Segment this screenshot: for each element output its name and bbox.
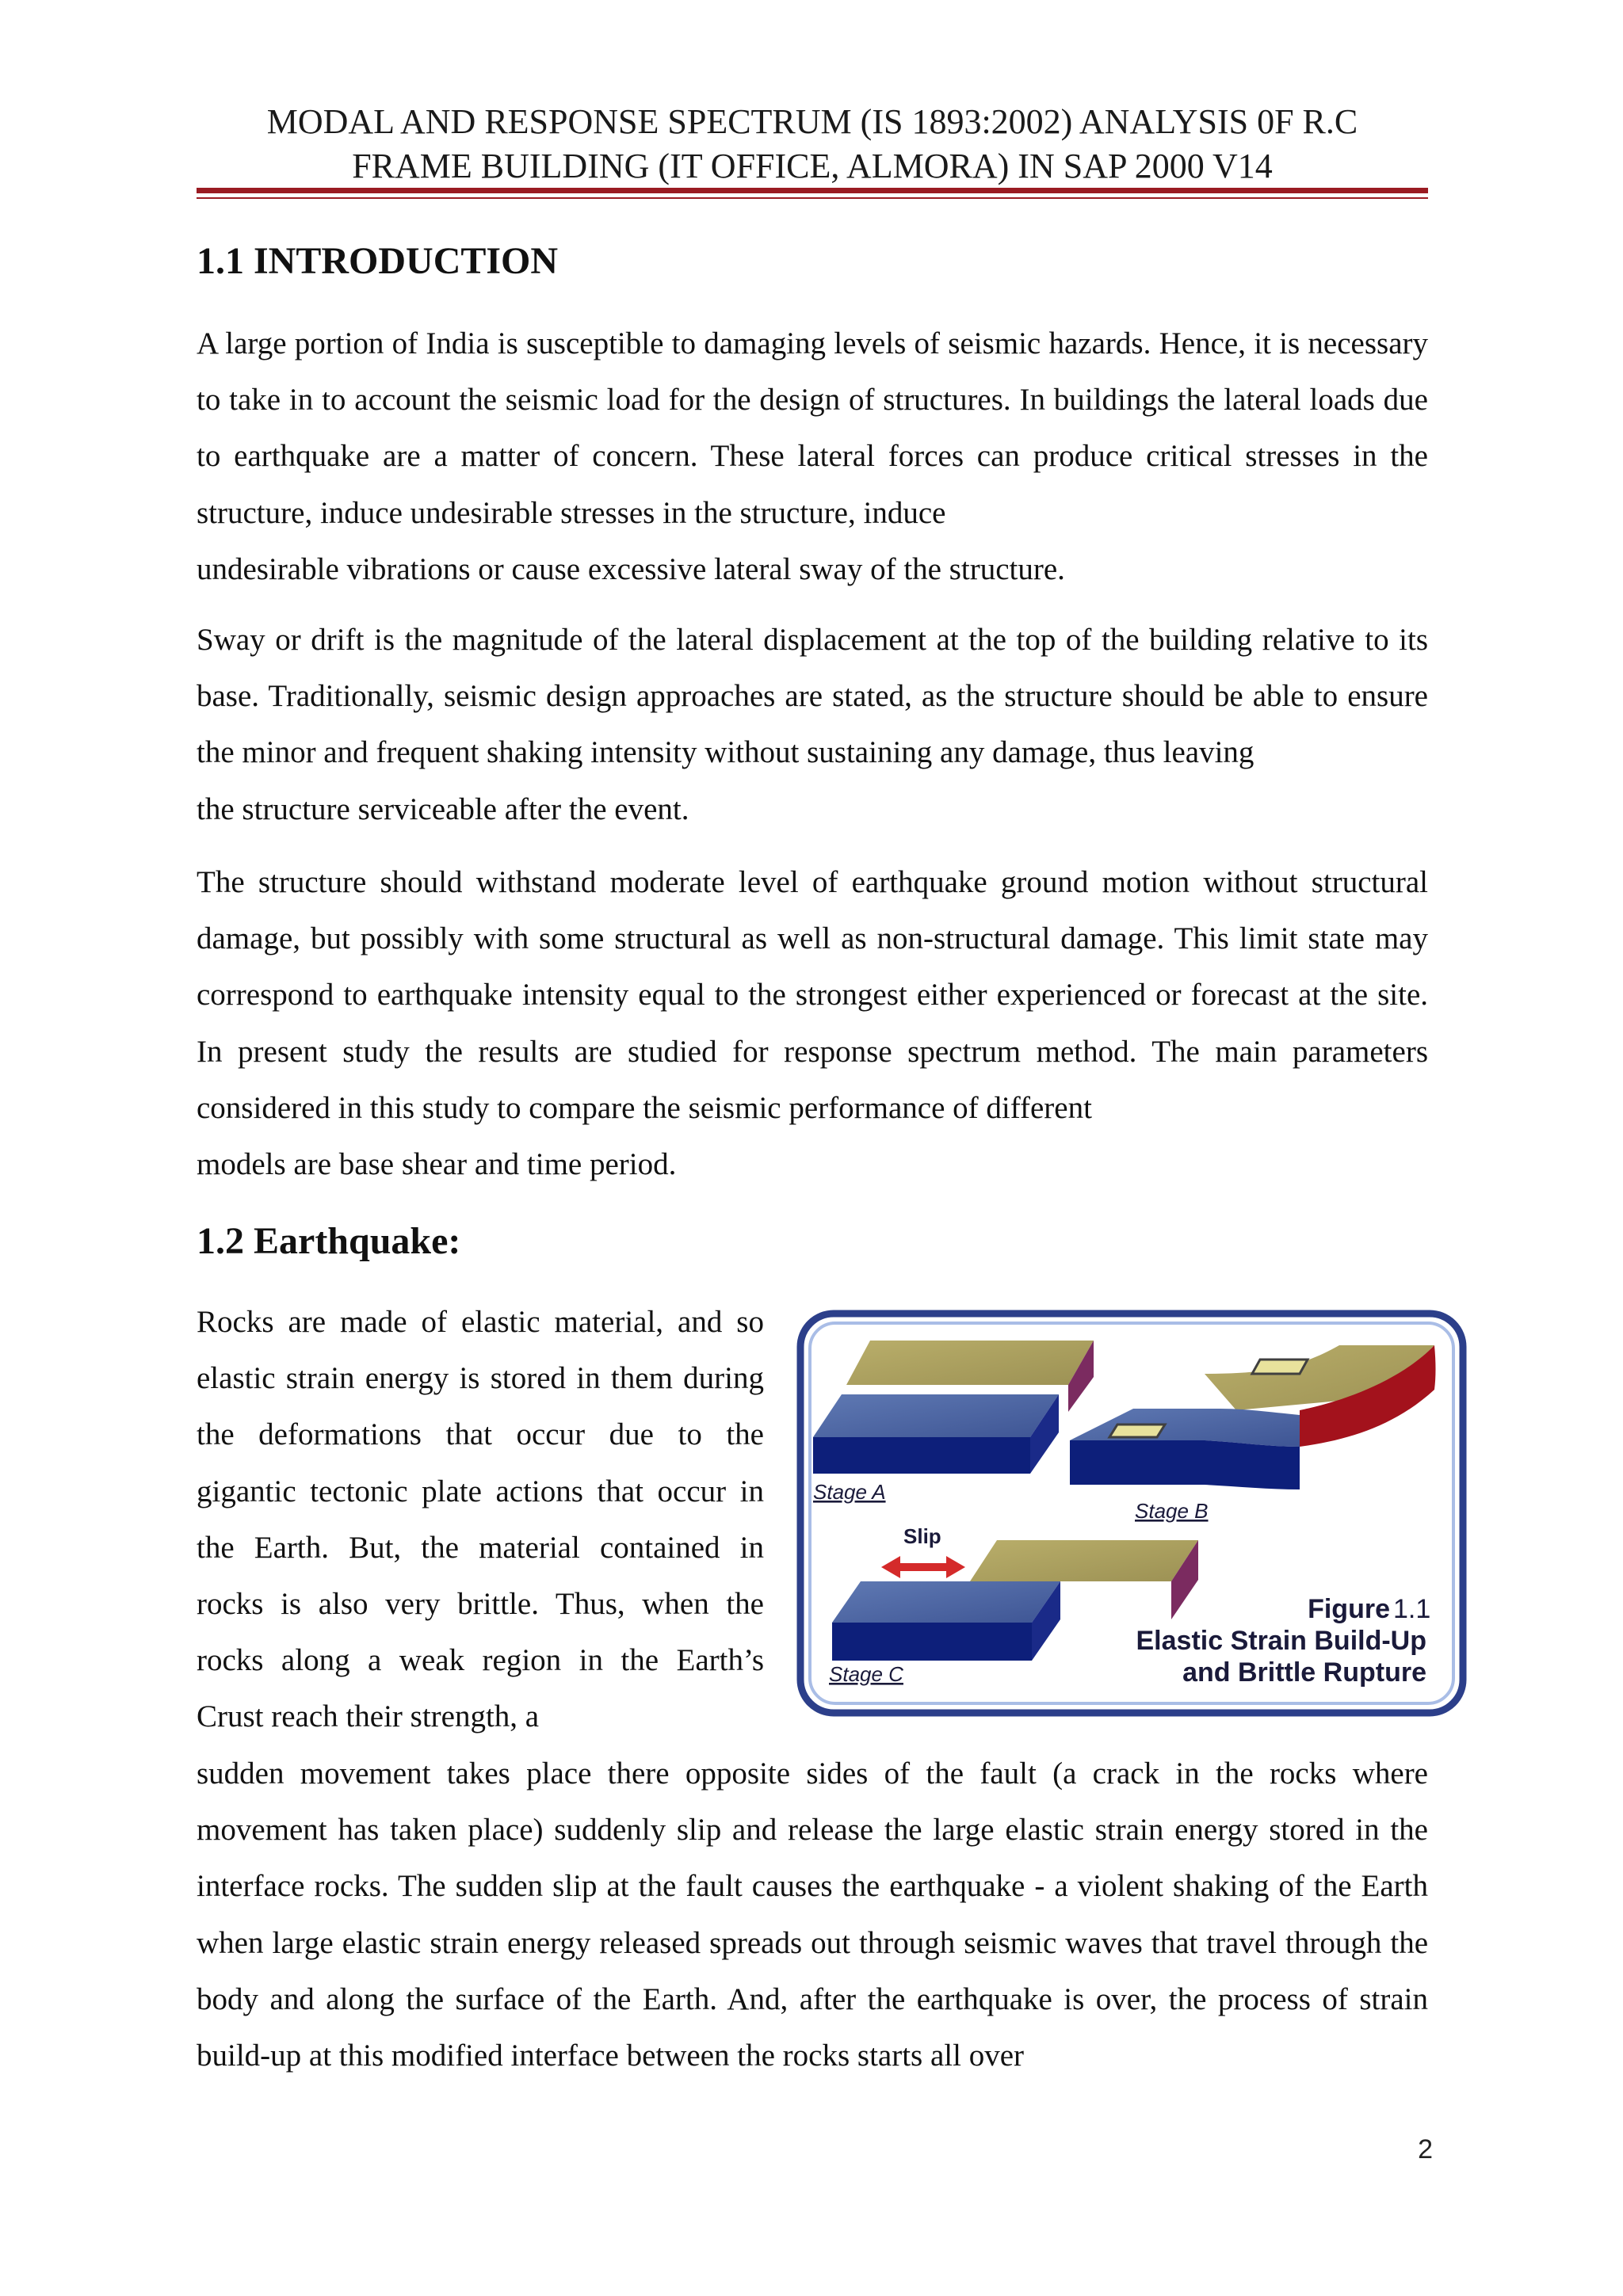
stage-a-front-block-face [813,1437,1030,1474]
section-heading-earthquake: 1.2 Earthquake: [197,1220,461,1262]
header-line-1: MODAL AND RESPONSE SPECTRUM (IS 1893:2002) ANALYSIS 0F R.C [266,102,1358,141]
intro-paragraph-2-text: Sway or drift is the magnitude of the lateral displacement at the top of the building relative to its base. Traditionally, seismic design approaches are stated, as the structure should be able to ensure the minor and frequent shaking intensity without sustaining any damage, thus leaving [197,623,1428,770]
stage-b-upper-marker [1252,1360,1308,1374]
stage-b-front-block-face [1070,1440,1300,1489]
stage-c-front-block-face [832,1623,1032,1661]
stage-c-front-block-top [832,1581,1060,1623]
stage-a-back-block-top [846,1341,1094,1385]
elastic-strain-figure [792,1307,1474,1727]
slip-label: Slip [903,1524,941,1548]
running-header [197,100,1428,189]
intro-paragraph-3-text: The structure should withstand moderate level of earthquake ground motion without structural damage, but possibly with some structural as well as non-structural damage. This limit state may correspond to earthquake intensity equal to the strongest either experienced or forecast at the site. In present study the results are studied for response spectrum method. The main parameters considered in this study to compare the seismic performance of different [197,865,1428,1125]
figure-caption-line-1: Elastic Strain Build-Up [1136,1626,1426,1656]
page-number: 2 [1418,2134,1433,2164]
intro-paragraph-3 [197,854,1428,1192]
section-heading-introduction: 1.1 INTRODUCTION [197,240,559,282]
stage-a-label: Stage A [813,1480,886,1504]
header-rule-thick [197,188,1428,193]
figure-word: Figure [1308,1594,1390,1624]
header-line-2: FRAME BUILDING (IT OFFICE, ALMORA) IN SAP 2000 V14 [352,147,1273,185]
header-rule-thin [197,197,1428,199]
intro-paragraph-1-last-line: undesirable vibrations or cause excessive lateral sway of the structure. [197,551,1065,586]
intro-paragraph-2-last-line: the structure serviceable after the event. [197,791,689,826]
stage-b-lower-marker [1109,1425,1165,1437]
intro-paragraph-3-last-line: models are base shear and time period. [197,1147,677,1182]
stage-c-back-block-top [970,1540,1198,1581]
stage-a-front-block-top [813,1394,1059,1437]
earthquake-paragraph-full: sudden movement takes place there opposite sides of the fault (a crack in the rocks where movement has taken place) suddenly slip and release the large elastic strain energy stored in the interface rocks. The sudden slip at the fault causes the earthquake - a violent shaking of the Earth when large elastic strain energy released spreads out through seismic waves that travel through the body and along the surface of the Earth. And, after the earthquake is over, the process of strain build-up at this modified interface between the rocks starts all over [197,1756,1428,2073]
stage-c-label: Stage C [829,1662,903,1686]
intro-paragraph-1 [197,315,1428,597]
stage-b-label: Stage B [1135,1499,1209,1523]
figure-number: 1.1 [1393,1594,1431,1624]
figure-caption-line-2: and Brittle Rupture [1182,1657,1426,1688]
intro-paragraph-1-text: A large portion of India is susceptible to damaging levels of seismic hazards. Hence, it is necessary to take in to account the seismic load for the design of structures. In buildings the lateral loads due to earthquake are a matter of concern. These lateral forces can produce critical stresses in the structure, induce undesirable stresses in the structure, induce [197,326,1428,530]
intro-paragraph-2 [197,612,1428,837]
earthquake-paragraph-wrapped: Rocks are made of elastic material, and so elastic strain energy is stored in them during the deformations that occur due to the gigantic tectonic plate actions that occur in the Earth. But, the material contained in rocks is also very brittle. Thus, when the rocks along a weak region in the Earth’s Crust reach their strength, a [197,1305,764,1734]
